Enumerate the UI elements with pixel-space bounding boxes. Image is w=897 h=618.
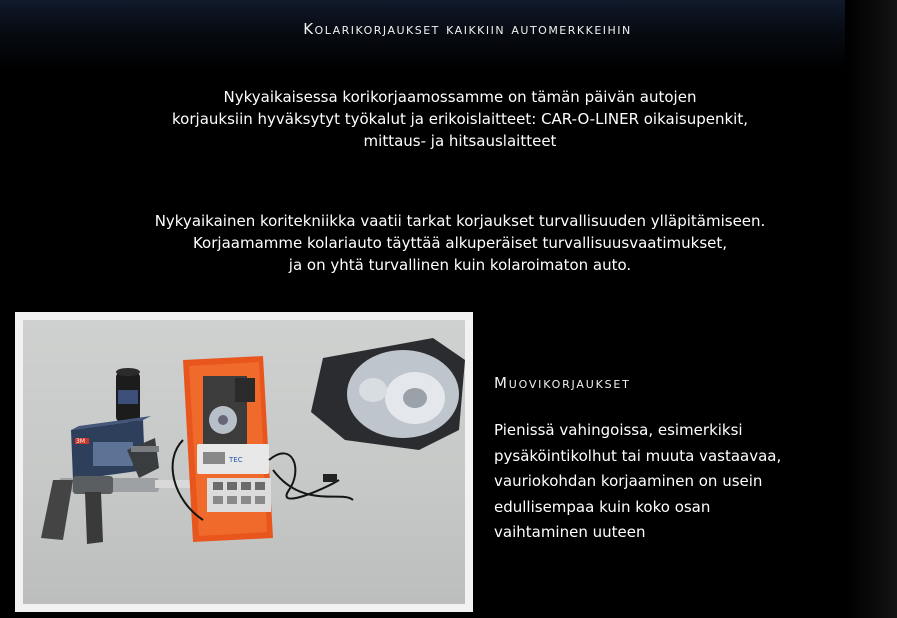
intro-paragraph-1 [0,86,897,152]
side-text-line-1: Pienissä vahingoissa, esimerkiksi [494,421,743,439]
intro-2-line-3: ja on yhtä turvallinen kuin kolaroimaton auto. [288,256,632,274]
glue-gun-icon [41,476,195,544]
plastic-repairs-heading: Muovikorjaukset [494,374,631,392]
side-text-line-4: edullisempaa kuin koko osan [494,497,711,516]
intro-2-line-1: Nykyaikainen koritekniikka vaatii tarkat korjaukset turvallisuuden ylläpitämiseen. [154,212,766,230]
box-brand-label: 3M [76,438,85,445]
side-text-line-5: vaihtaminen uuteen [494,523,646,541]
plastic-repair-tools-photo [23,320,465,604]
spray-can-icon [116,368,140,422]
intro-2-line-2: Korjaamamme kolariauto täyttää alkuperäiset turvallisuusvaatimukset, [192,234,728,252]
intro-paragraph-2 [0,210,897,276]
car-headlight-icon [311,338,465,450]
case-brand-label: TEC [229,456,243,464]
side-text-line-3: vauriokohdan korjaaminen on usein [494,472,763,490]
plastic-repairs-text [494,418,834,546]
intro-1-line-1: Nykyaikaisessa korikorjaamossamme on tämän päivän autojen [223,88,697,106]
photo-frame [15,312,473,612]
side-text-line-2: pysäköintikolhut tai muuta vastaavaa, [494,446,782,465]
intro-1-line-3: mittaus- ja hitsauslaitteet [363,132,557,150]
intro-1-line-2: korjauksiin hyväksytyt työkalut ja erikoislaitteet: CAR-O-LINER oikaisupenkit, [172,110,748,128]
page-title: Kolarikorjaukset kaikkiin automerkkeihin [303,20,632,38]
